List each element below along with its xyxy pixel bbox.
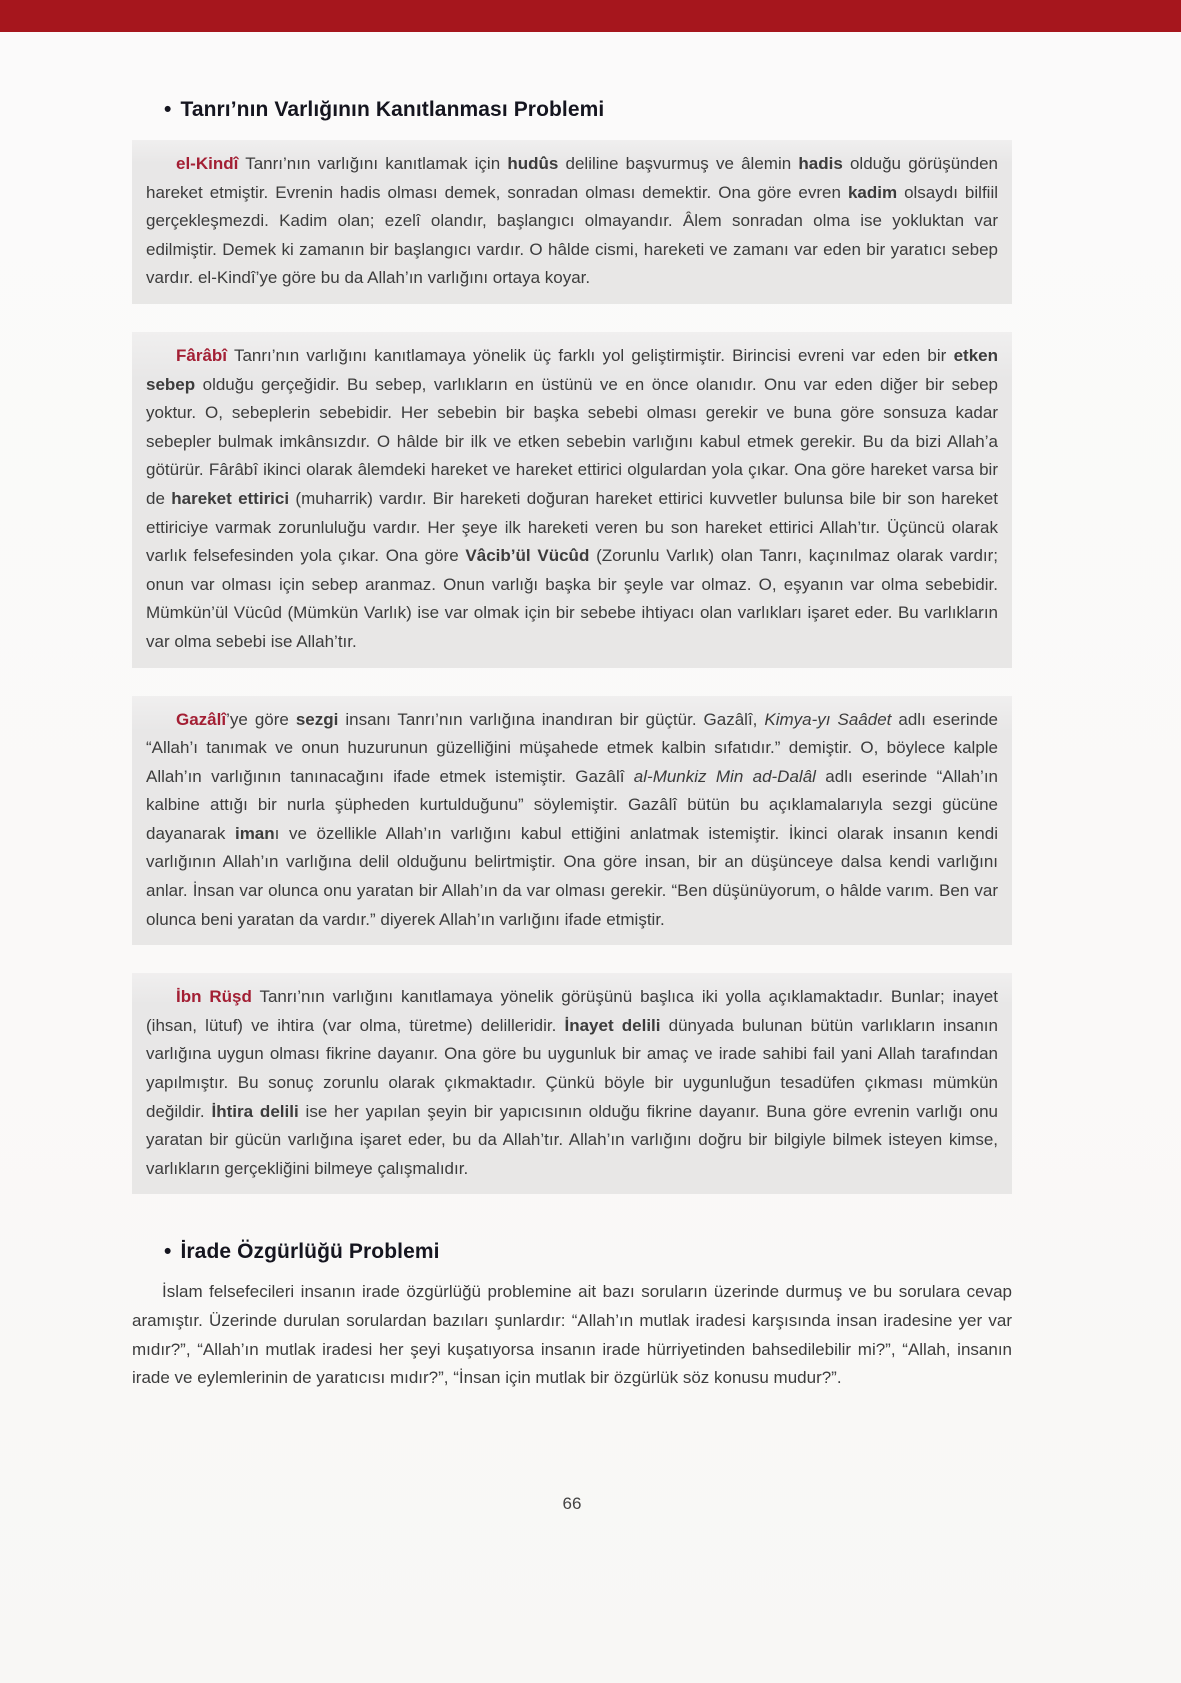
info-box-gazali	[132, 696, 1012, 946]
page-number: 66	[562, 1494, 582, 1513]
section-heading-proof-of-god	[164, 98, 1012, 122]
info-box-farabi	[132, 332, 1012, 668]
page-content	[132, 98, 1012, 1393]
section-heading-text: İrade Özgürlüğü Problemi	[180, 1240, 440, 1264]
el-kindi-paragraph: el-Kindî Tanrı’nın varlığını kanıtlamak için hudûs deliline başvurmuş ve âlemin hadis olduğu görüşünden hareket etmiştir. Evrenin hadis olması demek, sonradan olması demektir. Ona göre evren kadim olsaydı bilfiil gerçekleşmezdi. Kadim olan; ezelî olandır, başlangıcı olmayandır. Âlem sonradan olma ise yokluktan var edilmiştir. Demek ki zamanın bir başlangıcı vardır. O hâlde cismi, hareketi ve zamanı var eden bir yaratıcı sebep vardır. el-Kindî’ye göre bu da Allah’ın varlığını ortaya koyar.	[146, 154, 998, 288]
info-box-el-kindi	[132, 140, 1012, 304]
ibn-rusd-paragraph: İbn Rüşd Tanrı’nın varlığını kanıtlamaya yönelik görüşünü başlıca iki yolla açıklamaktadır. Bunlar; inayet (ihsan, lütuf) ve ihtira (var olma, türetme) delilleridir. İnayet delili dünyada bulunan bütün varlıkların insanın varlığına uygun olması fikrine dayanır. Ona göre bu uygunluk bir amaç ve irade sahibi fail yani Allah tarafından yapılmıştır. Bu sonuç zorunlu olarak çıkmaktadır. Çünkü böyle bir uygunluğun tesadüfen çıkması mümkün değildir. İhtira delili ise her yapılan şeyin bir yapıcısının olduğu fikrine dayanır. Buna göre evrenin varlığı onu yaratan bir gücün varlığına işaret eder, bu da Allah’tır. Allah’ın varlığını doğru bir bilgiyle bilmek isteyen kimse, varlıkların gerçekliğini bilmeye çalışmalıdır.	[146, 987, 998, 1178]
heading-bullet: •	[164, 98, 172, 121]
info-box-ibn-rusd	[132, 973, 1012, 1194]
section-heading-text: Tanrı’nın Varlığının Kanıtlanması Problemi	[180, 98, 605, 121]
top-red-bar	[0, 0, 1181, 32]
section-heading-free-will	[164, 1240, 1012, 1264]
free-will-paragraph: İslam felsefecileri insanın irade özgürlüğü problemine ait bazı soruların üzerinde durmuş ve bu sorulara cevap aramıştır. Üzerinde durulan sorulardan bazıları şunlardır: “Allah’ın mutlak iradesi karşısında insan iradesine yer var mıdır?”, “Allah’ın mutlak iradesi her şeyi kuşatıyorsa insanın irade hürriyetinden bahsedilebilir mi?”, “Allah, insanın irade ve eylemlerinin de yaratıcısı mıdır?”, “İnsan için mutlak bir özgürlük söz konusu mudur?”.	[132, 1282, 1012, 1388]
gazali-paragraph: Gazâlî’ye göre sezgi insanı Tanrı’nın varlığına inandıran bir güçtür. Gazâlî, Kimya-yı Saâdet adlı eserinde “Allah’ı tanımak ve onun huzurunun güzelliğini müşahede etmek kalbin sıfatıdır.” demiştir. O, böylece kalple Allah’ın varlığının tanınacağını ifade etmek istemiştir. Gazâlî al-Munkiz Min ad-Dalâl adlı eserinde “Allah’ın kalbine attığı bir nurla şüpheden kurtulduğunu” söylemiştir. Gazâlî bütün bu açıklamalarıyla sezgi gücüne dayanarak imanı ve özellikle Allah’ın varlığını kabul ettiğini anlatmak istemiştir. İkinci olarak insanın kendi varlığının Allah’ın varlığına delil olduğunu belirtmiştir. Ona göre insan, bir an düşünceye dalsa kendi varlığını anlar. İnsan var olunca onu yaratan bir Allah’ın da var olması gerekir. “Ben düşünüyorum, o hâlde varım. Ben var olunca beni yaratan da vardır.” diyerek Allah’ın varlığını ifade etmiştir.	[146, 709, 999, 929]
heading-bullet: •	[164, 1240, 172, 1264]
farabi-paragraph: Fârâbî Tanrı’nın varlığını kanıtlamaya yönelik üç farklı yol geliştirmiştir. Birincisi evreni var eden bir etken sebep olduğu gerçeğidir. Bu sebep, varlıkların en üstünü ve en önce olanıdır. Onu var eden diğer bir sebep yoktur. O, sebeplerin sebebidir. Her sebebin bir başka sebebi olması gerekir ve buna göre sonsuza kadar sebepler bulmak imkânsızdır. O hâlde bir ilk ve etken sebebin varlığını kabul etmek gerekir. Bu da bizi Allah’a götürür. Fârâbî ikinci olarak âlemdeki hareket ve hareket ettirici olgulardan yola çıkar. Ona göre hareket varsa bir de hareket ettirici (muharrik) vardır. Bir hareketi doğuran hareket ettirici kuvvetler bulunsa bile bir son hareket ettiriciye varmak zorunluluğu vardır. Her şeye ilk hareketi veren bu son hareket ettirici Allah’tır. Üçüncü olarak varlık felsefesinden yola çıkar. Ona göre Vâcib’ül Vücûd (Zorunlu Varlık) olan Tanrı, kaçınılmaz olarak vardır; onun var olması için sebep aranmaz. Onun varlığı başka bir şeyle var olmaz. O, eşyanın var olma sebebidir. Mümkün’ül Vücûd (Mümkün Varlık) ise var olmak için bir sebebe ihtiyacı olan varlıkları işaret eder. Bu varlıkların var olma sebebi ise Allah’tır.	[146, 345, 999, 651]
